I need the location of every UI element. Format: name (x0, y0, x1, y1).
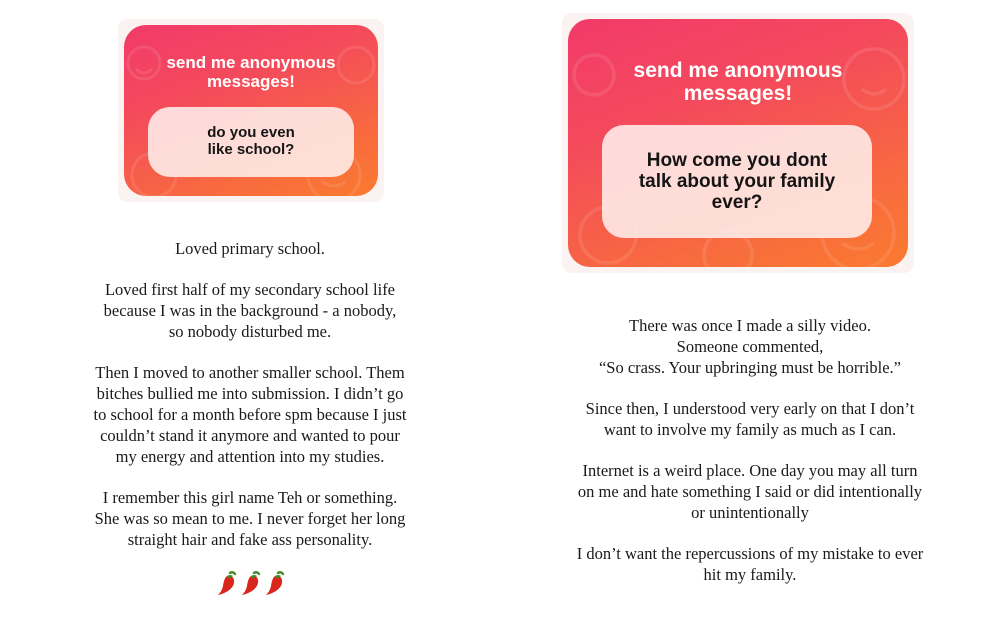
answer-paragraph: Loved primary school. (175, 239, 325, 258)
question-text: How come you dont talk about your family ever? (638, 149, 836, 214)
anonymous-message-card (562, 13, 914, 273)
answer-paragraph: I don’t want the repercussions of my mistake to ever hit my family. (576, 544, 924, 584)
question-bubble (148, 107, 354, 177)
answer-paragraph: Then I moved to another smaller school. Them bitches bullied me into submission. I didn’t go to school for a month before spm because I just couldn’t stand it anymore and wanted to pour my energy and attention into my studies. (93, 363, 407, 466)
answer-text (518, 315, 982, 605)
right-story-panel (500, 0, 1000, 623)
answer-paragraph: Internet is a weird place. One day you may all turn on me and hate something I said or did intentionally or unintentionally (577, 461, 923, 522)
question-text: do you even like school? (207, 124, 295, 158)
emoji-row (20, 570, 480, 596)
chili-pepper-icon (263, 570, 285, 596)
answer-paragraph: Loved first half of my secondary school life because I was in the background - a nobody, so nobody disturbed me. (103, 280, 397, 341)
card-gradient (568, 19, 908, 267)
card-gradient (124, 25, 378, 196)
answer-paragraph: There was once I made a silly video. Someone commented, “So crass. Your upbringing must be horrible.” (598, 316, 901, 377)
chili-pepper-icon (239, 570, 261, 596)
question-bubble (602, 125, 872, 238)
card-title: send me anonymous messages! (166, 53, 336, 91)
anonymous-message-card (118, 19, 384, 202)
answer-paragraph: I remember this girl name Teh or something. She was so mean to me. I never forget her long straight hair and fake ass personality. (94, 488, 406, 549)
answer-paragraph: Since then, I understood very early on that I don’t want to involve my family as much as I can. (585, 399, 915, 439)
card-title: send me anonymous messages! (633, 59, 843, 106)
chili-pepper-icon (215, 570, 237, 596)
answer-text (20, 238, 480, 596)
